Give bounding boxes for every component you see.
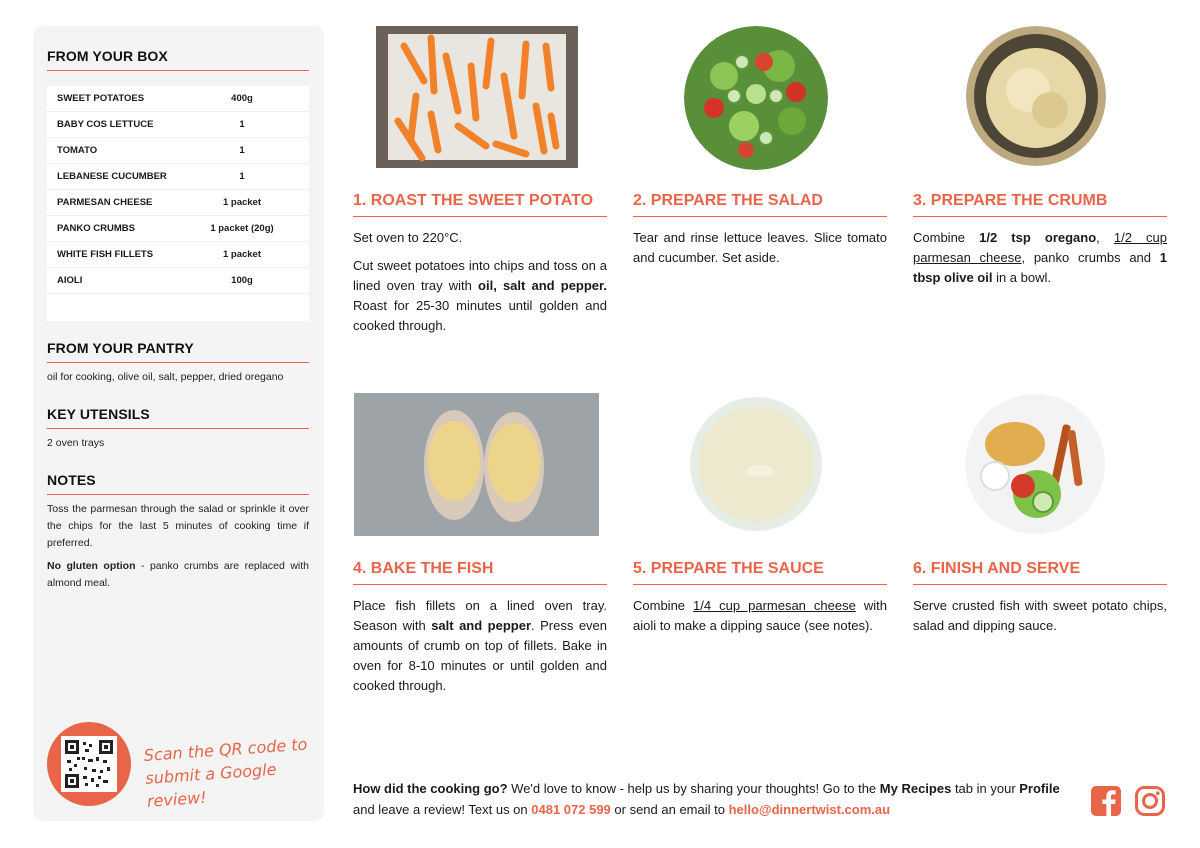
step-5-body (633, 596, 887, 644)
my-recipes-link[interactable]: My Recipes (879, 781, 952, 796)
step-4-title: 4. BAKE THE FISH (353, 560, 607, 585)
text-underline: 1/2 cup parmesan cheese (913, 230, 1167, 265)
qr-code-icon[interactable] (61, 736, 117, 792)
step-3-body (913, 228, 1167, 296)
text: . Press even amounts of crumb on top of fillets. Bake in oven for 8-10 minutes or until golden and cooked through. (353, 618, 608, 693)
table-row (47, 86, 309, 112)
step-4-body (353, 596, 607, 704)
salad-bowl-photo (684, 26, 828, 170)
email-link[interactable]: hello@dinnertwist.com.au (728, 802, 891, 817)
text-bold: oil, salt and pepper. (478, 278, 607, 293)
step-5-title: 5. PREPARE THE SAUCE (633, 560, 887, 585)
from-your-pantry-heading: FROM YOUR PANTRY (47, 340, 309, 363)
text: Combine (913, 230, 980, 245)
ingredient-qty: 1 (239, 171, 245, 182)
step-1-title: 1. ROAST THE SWEET POTATO (353, 192, 607, 217)
notes-heading: NOTES (47, 472, 309, 495)
profile-link[interactable]: Profile (1019, 781, 1060, 796)
notes-gluten-paragraph (47, 558, 309, 592)
ingredient-qty: 1 packet (222, 197, 262, 208)
sweet-potato-tray-photo (376, 26, 578, 168)
text: , panko crumbs and (1021, 250, 1160, 265)
text: Cut sweet potatoes into chips and toss on a lined oven tray with (353, 258, 607, 293)
qr-badge[interactable] (47, 722, 131, 806)
table-row (47, 164, 309, 190)
notes-paragraph: Toss the parmesan through the salad or sprinkle it over the chips for the last 5 minutes of cooking time if preferred. (47, 503, 309, 549)
phone-link[interactable]: 0481 072 599 (531, 802, 611, 817)
pantry-text: oil for cooking, olive oil, salt, pepper, dried oregano (47, 371, 284, 383)
fish-tray-photo (354, 393, 599, 536)
ingredient-name: AIOLI (57, 275, 83, 286)
qr-caption-line: Scan the QR code to (143, 734, 308, 765)
footer-text: or send an email to (610, 802, 729, 817)
step-5-p1 (633, 596, 887, 636)
step-1-body (353, 228, 607, 344)
instagram-icon[interactable] (1134, 785, 1166, 817)
utensils-text: 2 oven trays (47, 437, 105, 449)
ingredient-qty: 1 packet (222, 249, 262, 260)
ingredient-name: LEBANESE CUCUMBER (57, 171, 167, 182)
table-row (47, 216, 309, 242)
from-your-box-heading: FROM YOUR BOX (47, 48, 309, 71)
step-6-title: 6. FINISH AND SERVE (913, 560, 1167, 585)
footer-text: We'd love to know - help us by sharing your thoughts! Go to the (507, 781, 880, 796)
ingredient-name: PANKO CRUMBS (57, 223, 135, 234)
text-bold: 1 tbsp olive oil (913, 250, 1167, 285)
text: Roast for 25-30 minutes until golden and cooked through. (353, 298, 607, 333)
ingredient-qty: 400g (231, 93, 253, 104)
ingredients-sidebar (33, 26, 324, 821)
step-3-p1 (913, 228, 1167, 288)
key-utensils-heading: KEY UTENSILS (47, 406, 309, 429)
footer-question: How did the cooking go? (353, 781, 508, 796)
text: , (1096, 230, 1114, 245)
ingredient-qty: 1 (239, 119, 245, 130)
text: Combine (633, 598, 694, 613)
ingredients-table (47, 86, 309, 321)
step-6-p1: Serve crusted fish with sweet potato chips, salad and dipping sauce. (913, 598, 1167, 633)
crumb-bowl-photo (966, 26, 1106, 166)
sauce-bowl-photo (690, 397, 822, 531)
finished-plate-photo (965, 394, 1105, 534)
table-row (47, 190, 309, 216)
step-4-p1 (353, 596, 607, 696)
step-6-body (913, 596, 1167, 644)
text: in a bowl. (992, 270, 1052, 285)
table-row (47, 242, 309, 268)
notes-text (47, 501, 309, 598)
text-underline: 1/4 cup parmesan cheese (693, 598, 856, 613)
text: Place fish fillets on a lined oven tray. Season with (353, 598, 607, 633)
qr-caption (143, 732, 317, 813)
text-bold: salt and pepper (431, 618, 532, 633)
table-row (47, 268, 309, 294)
qr-caption-line: submit a Google review! (144, 759, 278, 811)
step-1-p1: Set oven to 220°C. (353, 230, 463, 245)
gluten-text: - panko crumbs are replaced with almond meal. (47, 560, 309, 589)
text-bold: 1/2 tsp oregano (979, 230, 1097, 245)
step-2-body (633, 228, 887, 276)
footer-text: and leave a review! Text us on (353, 802, 532, 817)
ingredient-name: PARMESAN CHEESE (57, 197, 153, 208)
step-2-title: 2. PREPARE THE SALAD (633, 192, 887, 217)
review-footer (353, 778, 1073, 820)
ingredient-qty: 1 (239, 145, 245, 156)
ingredient-qty: 1 packet (20g) (210, 223, 274, 234)
table-row (47, 112, 309, 138)
step-2-p1: Tear and rinse lettuce leaves. Slice tomato and cucumber. Set aside. (633, 230, 887, 265)
text: with aioli to make a dipping sauce (see notes). (633, 598, 887, 633)
table-row (47, 138, 309, 164)
ingredient-name: WHITE FISH FILLETS (57, 249, 154, 260)
ingredient-name: TOMATO (57, 145, 98, 156)
ingredient-qty: 100g (231, 275, 253, 286)
gluten-label: No gluten option (47, 560, 136, 572)
step-1-p2 (353, 256, 607, 336)
footer-text: tab in your (951, 781, 1020, 796)
facebook-icon[interactable] (1090, 785, 1122, 817)
step-3-title: 3. PREPARE THE CRUMB (913, 192, 1167, 217)
ingredient-name: SWEET POTATOES (57, 93, 145, 104)
ingredient-name: BABY COS LETTUCE (57, 119, 154, 130)
